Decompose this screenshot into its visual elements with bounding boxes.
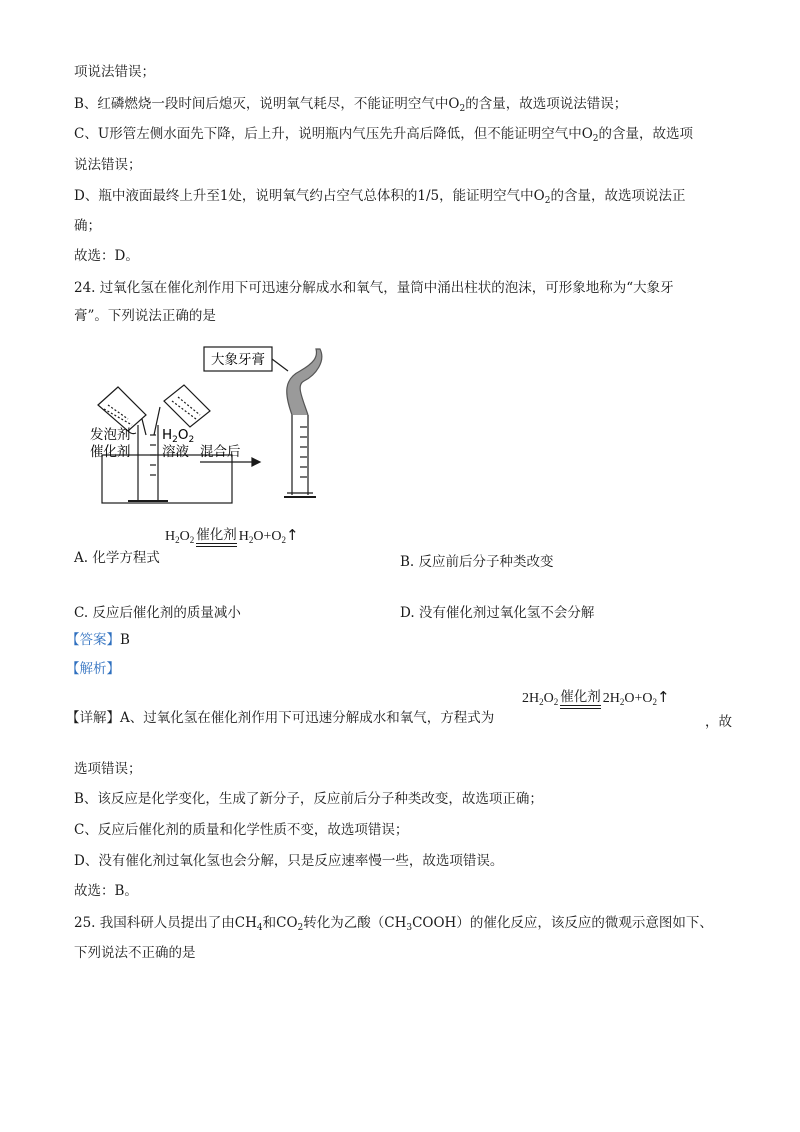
q24-detail-b bbox=[74, 789, 543, 809]
detail-equation: $2H_2O_2$ 催化剂 $2H_2O+O_2↑$ bbox=[522, 688, 670, 707]
figure-right-label-1: $H_2O_2$ bbox=[162, 427, 195, 445]
q25-stem-line-1 bbox=[74, 913, 713, 933]
prev-option-b-analysis bbox=[74, 94, 627, 114]
q24-option-c: C. 反应后催化剂的质量减小 bbox=[74, 605, 241, 621]
text: D、没有催化剂过氧化氢也会分解，只是反应速率慢一些，故选项错误。 bbox=[74, 853, 504, 869]
q24-detail-a bbox=[66, 708, 494, 728]
text: 膏”。下列说法正确的是 bbox=[74, 308, 216, 324]
prev-line-1 bbox=[74, 62, 155, 82]
detail-a-end: ，故 bbox=[705, 714, 732, 730]
option-a-equation: $H_2O_2$ 催化剂 $H_2O+O_2↑$ bbox=[165, 526, 299, 545]
text: C、U形管左侧水面先下降，后上升，说明瓶内气压先升高后降低，但不能证明空气中O bbox=[74, 126, 593, 142]
text: 故选：D。 bbox=[74, 248, 139, 264]
detail-tag: 【详解】 bbox=[66, 710, 120, 726]
text: COOH）的催化反应，该反应的微观示意图如下、 bbox=[412, 915, 713, 931]
text: 和CO bbox=[262, 915, 298, 931]
prev-option-d-cont bbox=[74, 216, 101, 236]
analysis-tag: 【解析】 bbox=[66, 661, 120, 677]
text: 选项错误； bbox=[74, 761, 142, 777]
q24-option-a bbox=[74, 548, 160, 568]
text: D、瓶中液面最终上升至1处，说明氧气约占空气总体积的1/5，能证明空气中O bbox=[74, 188, 545, 204]
q24-choice bbox=[74, 881, 138, 901]
q24-detail-a-cont bbox=[74, 759, 142, 779]
elephant-toothpaste-figure bbox=[88, 335, 348, 510]
q24-stem-line-2 bbox=[74, 306, 216, 326]
q24-option-b: B. 反应前后分子种类改变 bbox=[400, 554, 554, 570]
text: C、反应后催化剂的质量和化学性质不变，故选项错误； bbox=[74, 822, 409, 838]
prev-option-c-analysis bbox=[74, 124, 693, 144]
q24-detail-c bbox=[74, 820, 408, 840]
figure-left-label-1: 发泡剂 bbox=[90, 427, 131, 443]
prev-choice bbox=[74, 246, 139, 266]
catalyst-arrow bbox=[560, 689, 601, 709]
text: 确； bbox=[74, 218, 101, 234]
q24-option-d: D. 没有催化剂过氧化氢不会分解 bbox=[400, 605, 595, 621]
text: 的含量，故选项 bbox=[598, 126, 694, 142]
subscript: 2 bbox=[544, 196, 551, 206]
text: 转化为乙酸（CH bbox=[303, 915, 407, 931]
figure-title-label: 大象牙膏 bbox=[211, 352, 265, 368]
q25-stem-line-2 bbox=[74, 943, 196, 963]
option-a-label: A. 化学方程式 bbox=[74, 550, 160, 566]
subscript: 2 bbox=[592, 134, 599, 144]
text: 故选：B。 bbox=[74, 883, 138, 899]
q24-detail-d bbox=[74, 851, 503, 871]
q24-answer bbox=[66, 630, 130, 650]
gas-up-arrow-icon: ↑ bbox=[657, 688, 670, 706]
prev-option-d-analysis bbox=[74, 186, 685, 206]
catalyst-arrow bbox=[196, 527, 237, 547]
text: 下列说法不正确的是 bbox=[74, 945, 196, 961]
text: B、红磷燃烧一段时间后熄灭，说明氧气耗尽，不能证明空气中O bbox=[74, 96, 460, 112]
text: A、过氧化氢在催化剂作用下可迅速分解成水和氧气，方程式为 bbox=[120, 710, 495, 726]
figure-arrow-label: 混合后 bbox=[200, 444, 241, 460]
subscript: 4 bbox=[256, 923, 263, 933]
subscript: 2 bbox=[297, 923, 304, 933]
catalyst-label: 催化剂 bbox=[196, 526, 237, 543]
text: 的含量，故选项说法正 bbox=[550, 188, 686, 204]
figure-right-label-2: 溶液 bbox=[162, 444, 189, 460]
subscript: 2 bbox=[459, 104, 466, 114]
answer-tag: 【答案】 bbox=[66, 632, 120, 648]
figure-drawing bbox=[88, 335, 348, 510]
q24-analysis-tag bbox=[66, 659, 120, 679]
gas-up-arrow-icon: ↑ bbox=[286, 526, 299, 544]
text: 的含量，故选项说法错误； bbox=[465, 96, 628, 112]
catalyst-label: 催化剂 bbox=[560, 688, 601, 705]
text: B、该反应是化学变化，生成了新分子，反应前后分子种类改变，故选项正确； bbox=[74, 791, 543, 807]
prev-option-c-cont bbox=[74, 155, 142, 175]
q24-stem-line-1 bbox=[74, 278, 674, 298]
text: 项说法错误； bbox=[74, 64, 155, 80]
subscript: 3 bbox=[406, 923, 413, 933]
text: 25. 我国科研人员提出了由CH bbox=[74, 915, 257, 931]
text: 说法错误； bbox=[74, 157, 142, 173]
text: 24. 过氧化氢在催化剂作用下可迅速分解成水和氧气，量筒中涌出柱状的泡沫，可形象地称为“大象牙 bbox=[74, 280, 674, 296]
answer-value: B bbox=[120, 632, 130, 648]
figure-left-label-2: 催化剂 bbox=[90, 444, 131, 460]
